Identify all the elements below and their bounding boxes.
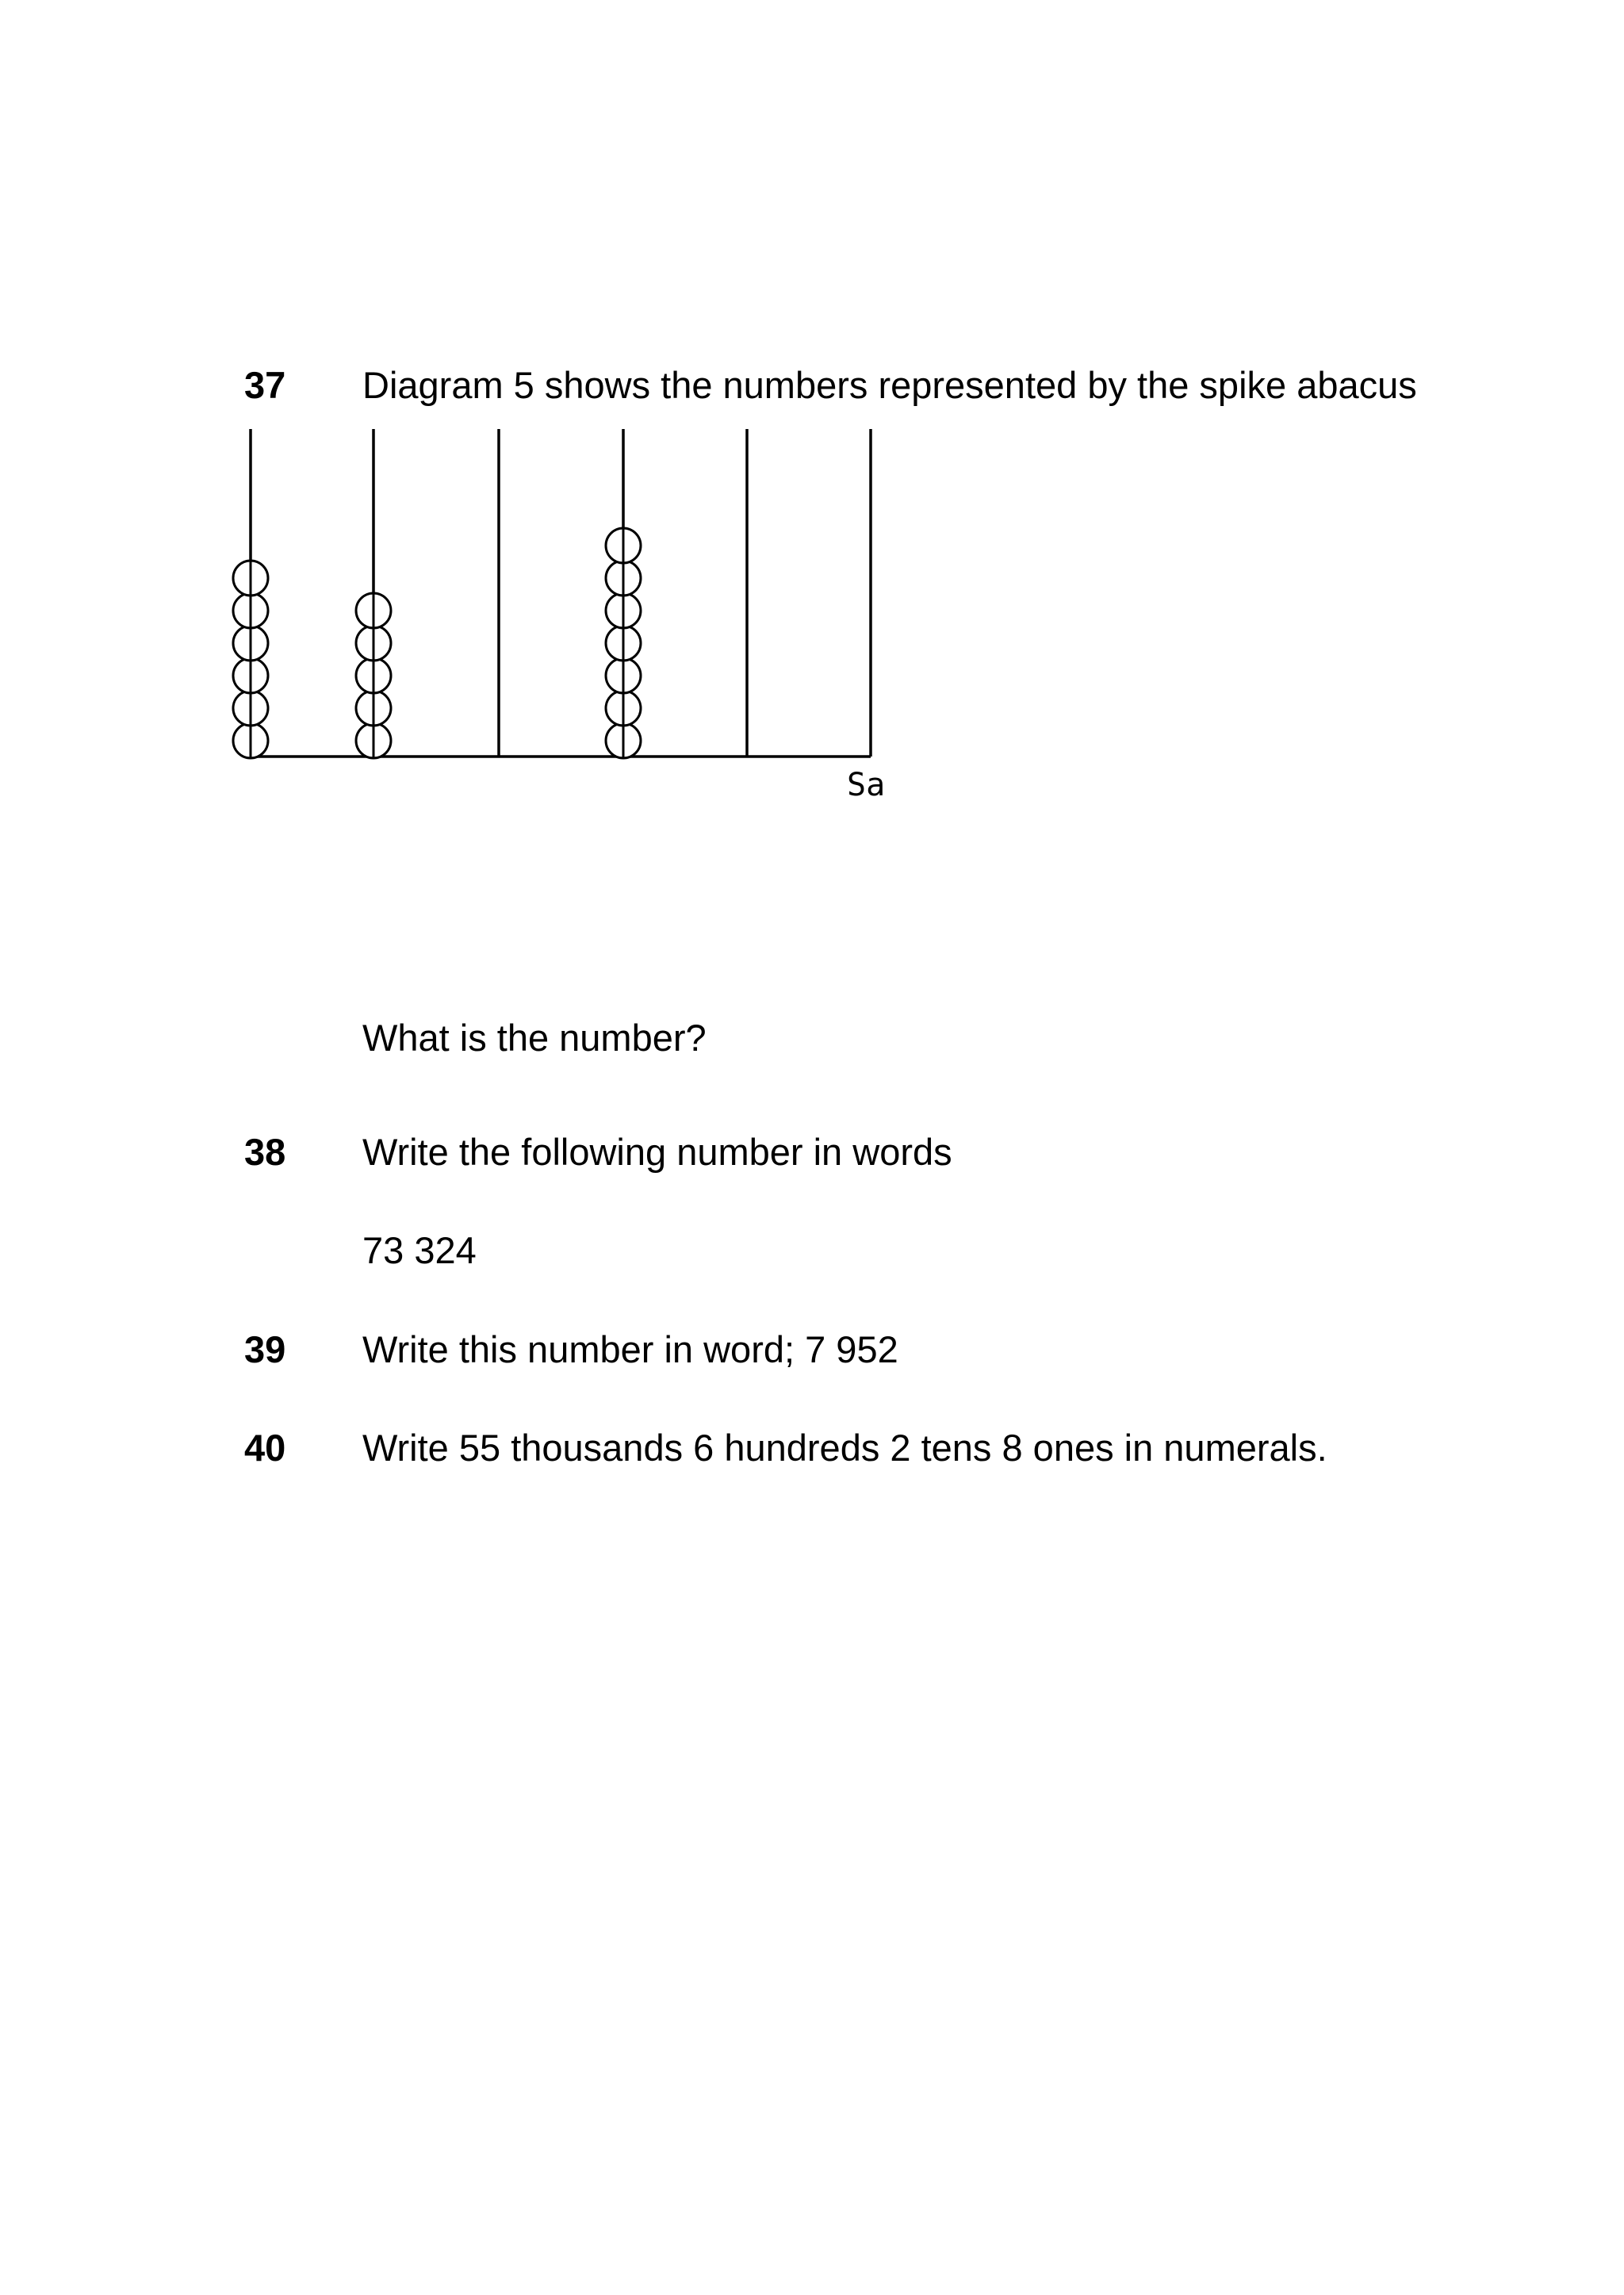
question-number-38: 38 (244, 1131, 286, 1173)
question-sub-37: What is the number? (362, 1017, 707, 1059)
spike-abacus-diagram (0, 0, 1624, 872)
question-number-37: 37 (244, 364, 286, 406)
question-text-40: Write 55 thousands 6 hundreds 2 tens 8 ones in numerals. (362, 1427, 1327, 1469)
question-text-37: Diagram 5 shows the numbers represented by the spike abacus (362, 364, 1417, 406)
abacus-label: Sa (847, 767, 886, 803)
question-number-40: 40 (244, 1427, 286, 1469)
question-number-39: 39 (244, 1328, 286, 1370)
question-text-39: Write this number in word; 7 952 (362, 1328, 898, 1370)
question-text-38: Write the following number in words (362, 1131, 952, 1173)
question-sub-38: 73 324 (362, 1229, 477, 1271)
